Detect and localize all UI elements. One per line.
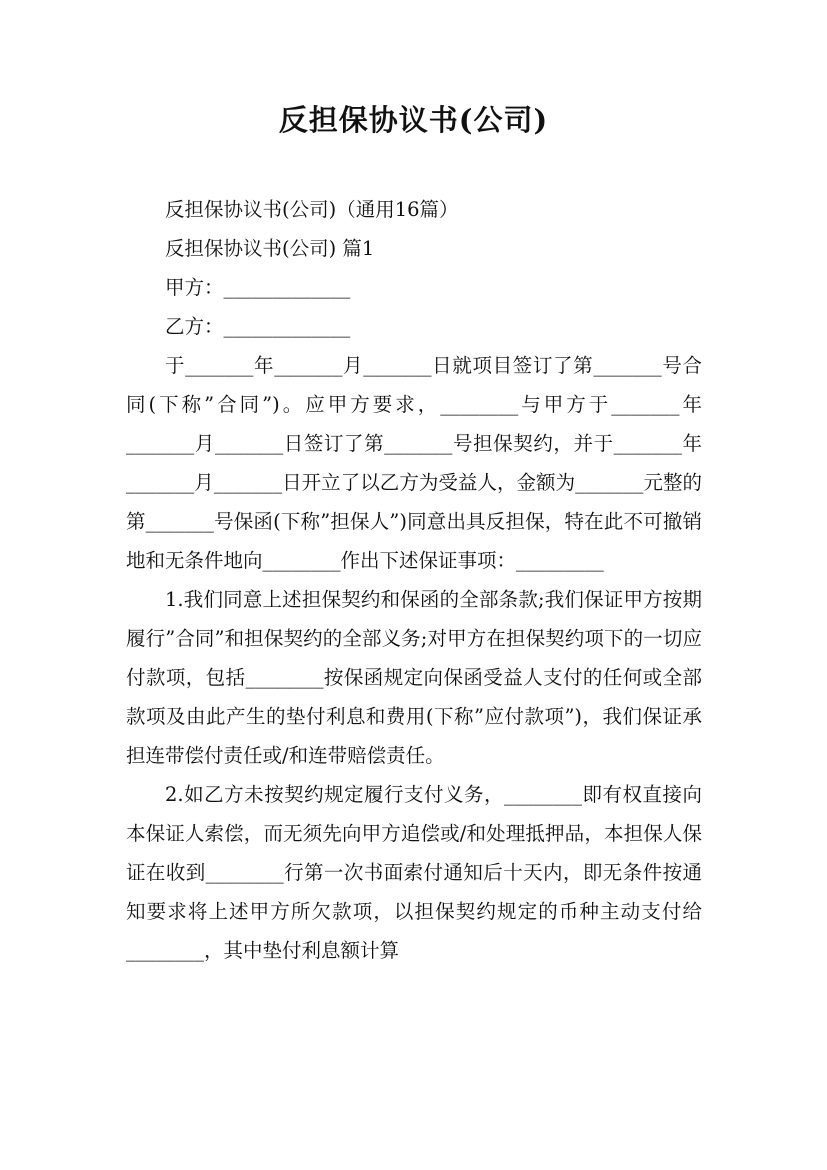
section-heading: 反担保协议书(公司) 篇1: [165, 237, 375, 260]
document-body: [126, 190, 702, 970]
clause-1-paragraph: 1.我们同意上述担保契约和保函的全部条款;我们保证甲方按期履行”合同”和担保契约的全部义务;对甲方在担保契约项下的一切应付款项，包括________按保函规定向保函受益人支付的任何或全部款项及由此产生的垫付利息和费用(下称”应付款项”)，我们保证承担连带偿付责任或/和连带赔偿责任。: [126, 588, 702, 767]
intro-paragraph: 于_______年_______月_______日就项目签订了第_______号合同(下称”合同”)。应甲方要求，________与甲方于_______年_______月_______日签订了第_______号担保契约，并于_______年_______月_______日开立了以乙方为受益人，金额为_______元整的第_______号保函(下称”担保人”)同意出具反担保，特在此不可撤销地和无条件地向________作出下述保证事项：_________: [126, 354, 702, 572]
document-subtitle: 反担保协议书(公司)（通用16篇）: [165, 198, 459, 221]
clause-2-paragraph: 2.如乙方未按契约规定履行支付义务，________即有权直接向本保证人索偿，而无须先向甲方追偿或/和处理抵押品，本担保人保证在收到________行第一次书面索付通知后十天内，即无条件按通知要求将上述甲方所欠款项，以担保契约规定的币种主动支付给________，其中垫付利息额计算: [126, 783, 702, 962]
party-a-line: 甲方：_____________: [165, 276, 351, 299]
document-title: 反担保协议书(公司): [278, 103, 549, 137]
party-b-line: 乙方：_____________: [165, 315, 351, 338]
